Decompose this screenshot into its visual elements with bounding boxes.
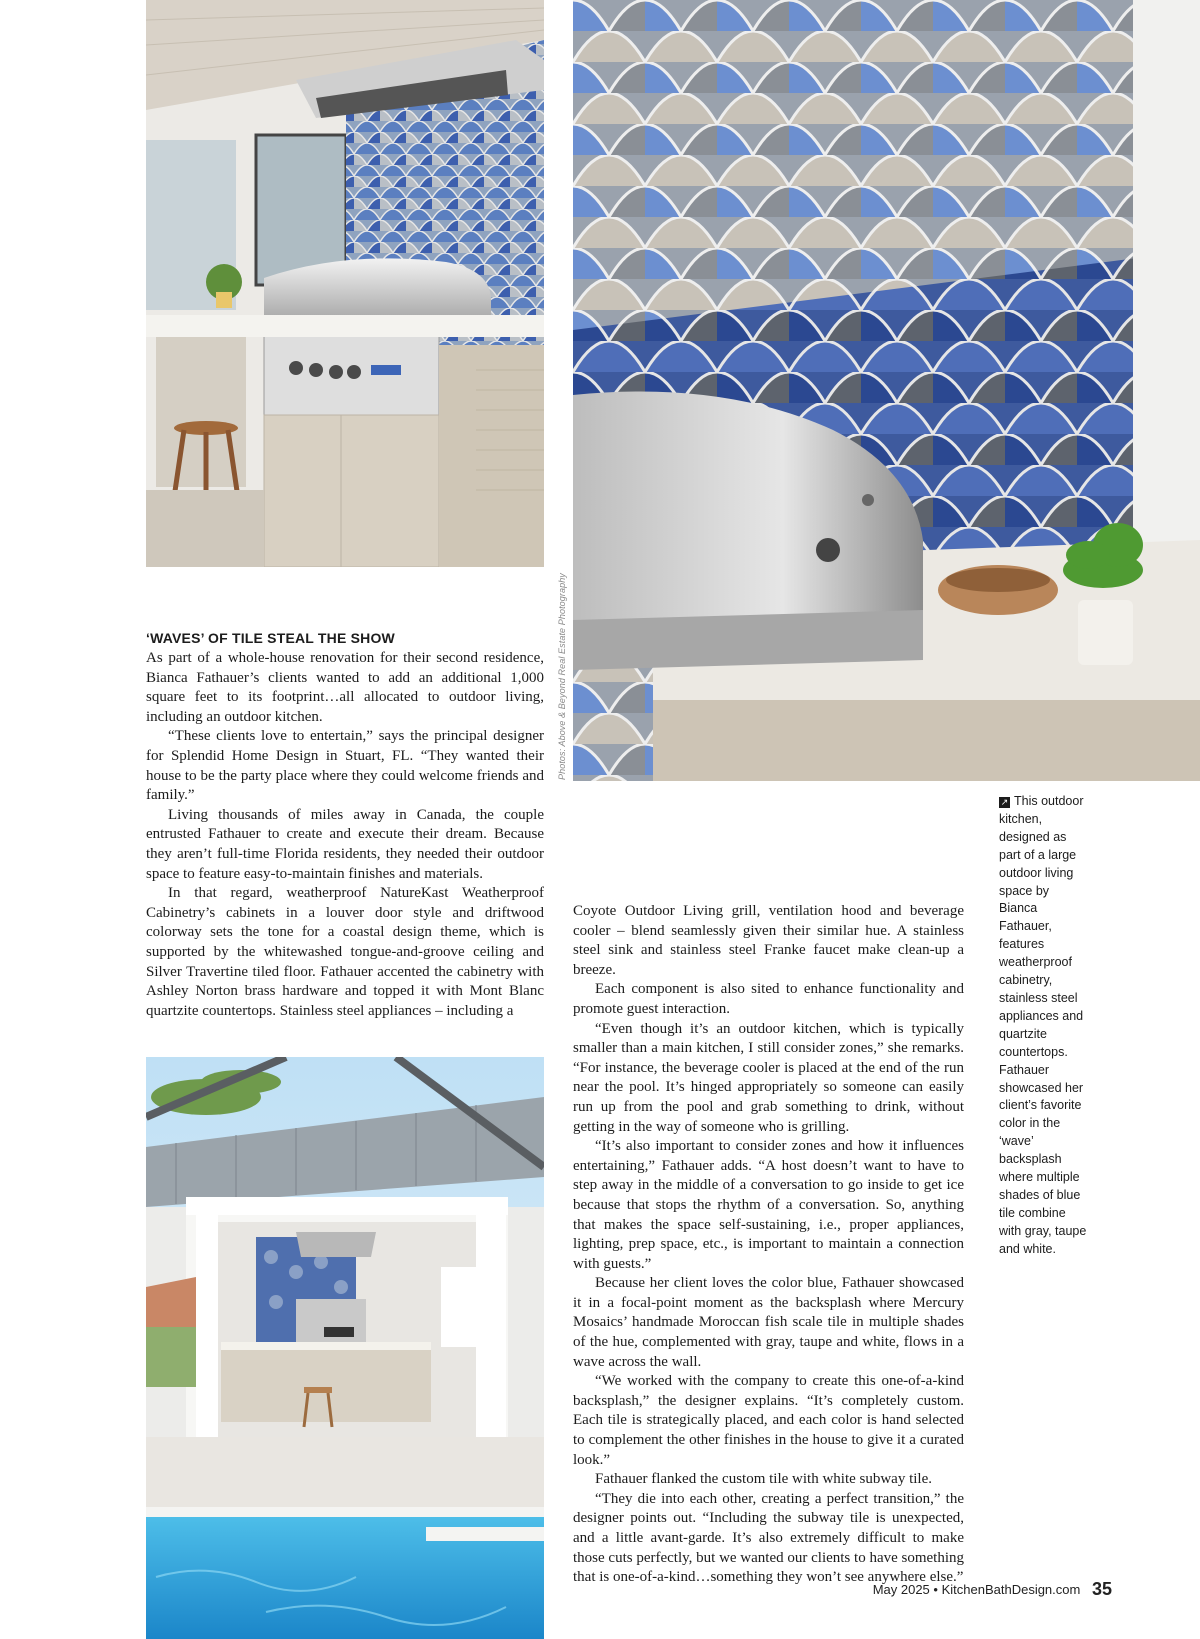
page-footer	[873, 1579, 1112, 1600]
paragraph: Coyote Outdoor Living grill, ventilation hood and beverage cooler – blend seamlessly given their similar hue. A stainless steel sink and stainless steel Franke faucet make clean-up a breeze.	[573, 903, 964, 978]
paragraph: “These clients love to entertain,” says the principal designer for Splendid Home Design in Stuart, FL. “They wanted their house to be the party place where they could welcome friends and family.”	[146, 728, 544, 804]
photo-fish-scale-backsplash-closeup	[573, 0, 1200, 781]
paragraph: “We worked with the company to create this one-of-a-kind backsplash,” the designer explains. “It’s completely custom. Each tile is strategically placed, and each color is hand selected to complement the other finishes in the house to give it a curated look.”	[573, 1373, 964, 1468]
separator: •	[933, 1582, 938, 1597]
issue-date: May 2025	[872, 1582, 930, 1597]
paragraph: “Even though it’s an outdoor kitchen, which is typically smaller than a main kitchen, I still consider zones,” she remarks. “For instance, the beverage cooler is placed at the end of the run near the pool. It’s hinged appropriately so someone can easily run up from the pool and grab something to drink, without getting in the way of someone who is grilling.	[573, 1020, 964, 1135]
photo-outdoor-kitchen-grill	[146, 0, 544, 567]
article-headline: ‘WAVES’ OF TILE STEAL THE SHOW	[146, 630, 395, 646]
photo-caption	[999, 793, 1089, 1259]
photo-credit: Photos: Above & Beyond Real Estate Photography	[557, 573, 567, 780]
paragraph: “They die into each other, creating a perfect transition,” the designer points out. “Including the subway tile is unexpected, and a little avant-garde. It’s also extremely difficult to make those cuts perfectly, but we wanted our clients to have something that is one-of-a-kind…something they won’t see anywhere else.”	[573, 1490, 965, 1586]
paragraph: Fathauer flanked the custom tile with white subway tile.	[595, 1471, 933, 1488]
website: KitchenBathDesign.com	[941, 1582, 1081, 1597]
paragraph: Living thousands of miles away in Canada, the couple entrusted Fathauer to create and execute their dream. Because they aren’t full-time Florida residents, they needed their outdoor space to feature easy-to-maintain finishes and materials.	[146, 806, 544, 882]
paragraph: As part of a whole-house renovation for their second residence, Bianca Fathauer’s clients wanted to add an additional 1,000 square feet to its footprint…all allocated to outdoor living, including an outdoor kitchen.	[146, 650, 544, 725]
article-column-left	[146, 629, 544, 1021]
paragraph: Because her client loves the color blue, Fathauer showcased it in a focal-point moment as the backsplash where Mercury Mosaics’ handmade Moroccan fish scale tile in multiple shades of the hue, complemented with gray, taupe and white, flows in a wave across the wall.	[573, 1275, 964, 1370]
paragraph: Each component is also sited to enhance functionality and promote guest interaction.	[573, 981, 964, 1017]
page-number: 35	[1091, 1579, 1112, 1599]
paragraph: “It’s also important to consider zones and how it influences entertaining,” Fathauer adds. “A host doesn’t want to have to step away in the middle of a conversation to go inside to get ice because that stops the rhythm of a conversation. So, anything that makes the space self-sustaining, i.e., proper appliances, lighting, prep space, etc., is important to maintain a connection with guests.”	[573, 1138, 964, 1272]
arrow-up-right-icon: ↗	[1000, 797, 1009, 807]
caption-text: This outdoor kitchen, designed as part of a large outdoor living space by Bianca Fathauer, features weatherproof cabinetry, stainless steel appliances and quartzite countertops. Fathauer showcased her client’s favorite color in the ‘wave’ backsplash where multiple shades of blue tile combine with gray, taupe and white.	[999, 794, 1087, 1256]
paragraph: In that regard, weatherproof NatureKast Weatherproof Cabinetry’s cabinets in a louver door style and driftwood colorway sets the tone for a coastal design theme, which is supported by the whitewashed tongue-and-groove ceiling and Silver Travertine tiled floor. Fathauer accented the cabinetry with Ashley Norton brass hardware and topped it with Mont Blanc quartzite countertops. Stainless steel appliances – including a	[146, 885, 544, 1019]
photo-pool-lanai-view	[146, 1057, 544, 1639]
article-column-middle	[573, 902, 964, 1588]
